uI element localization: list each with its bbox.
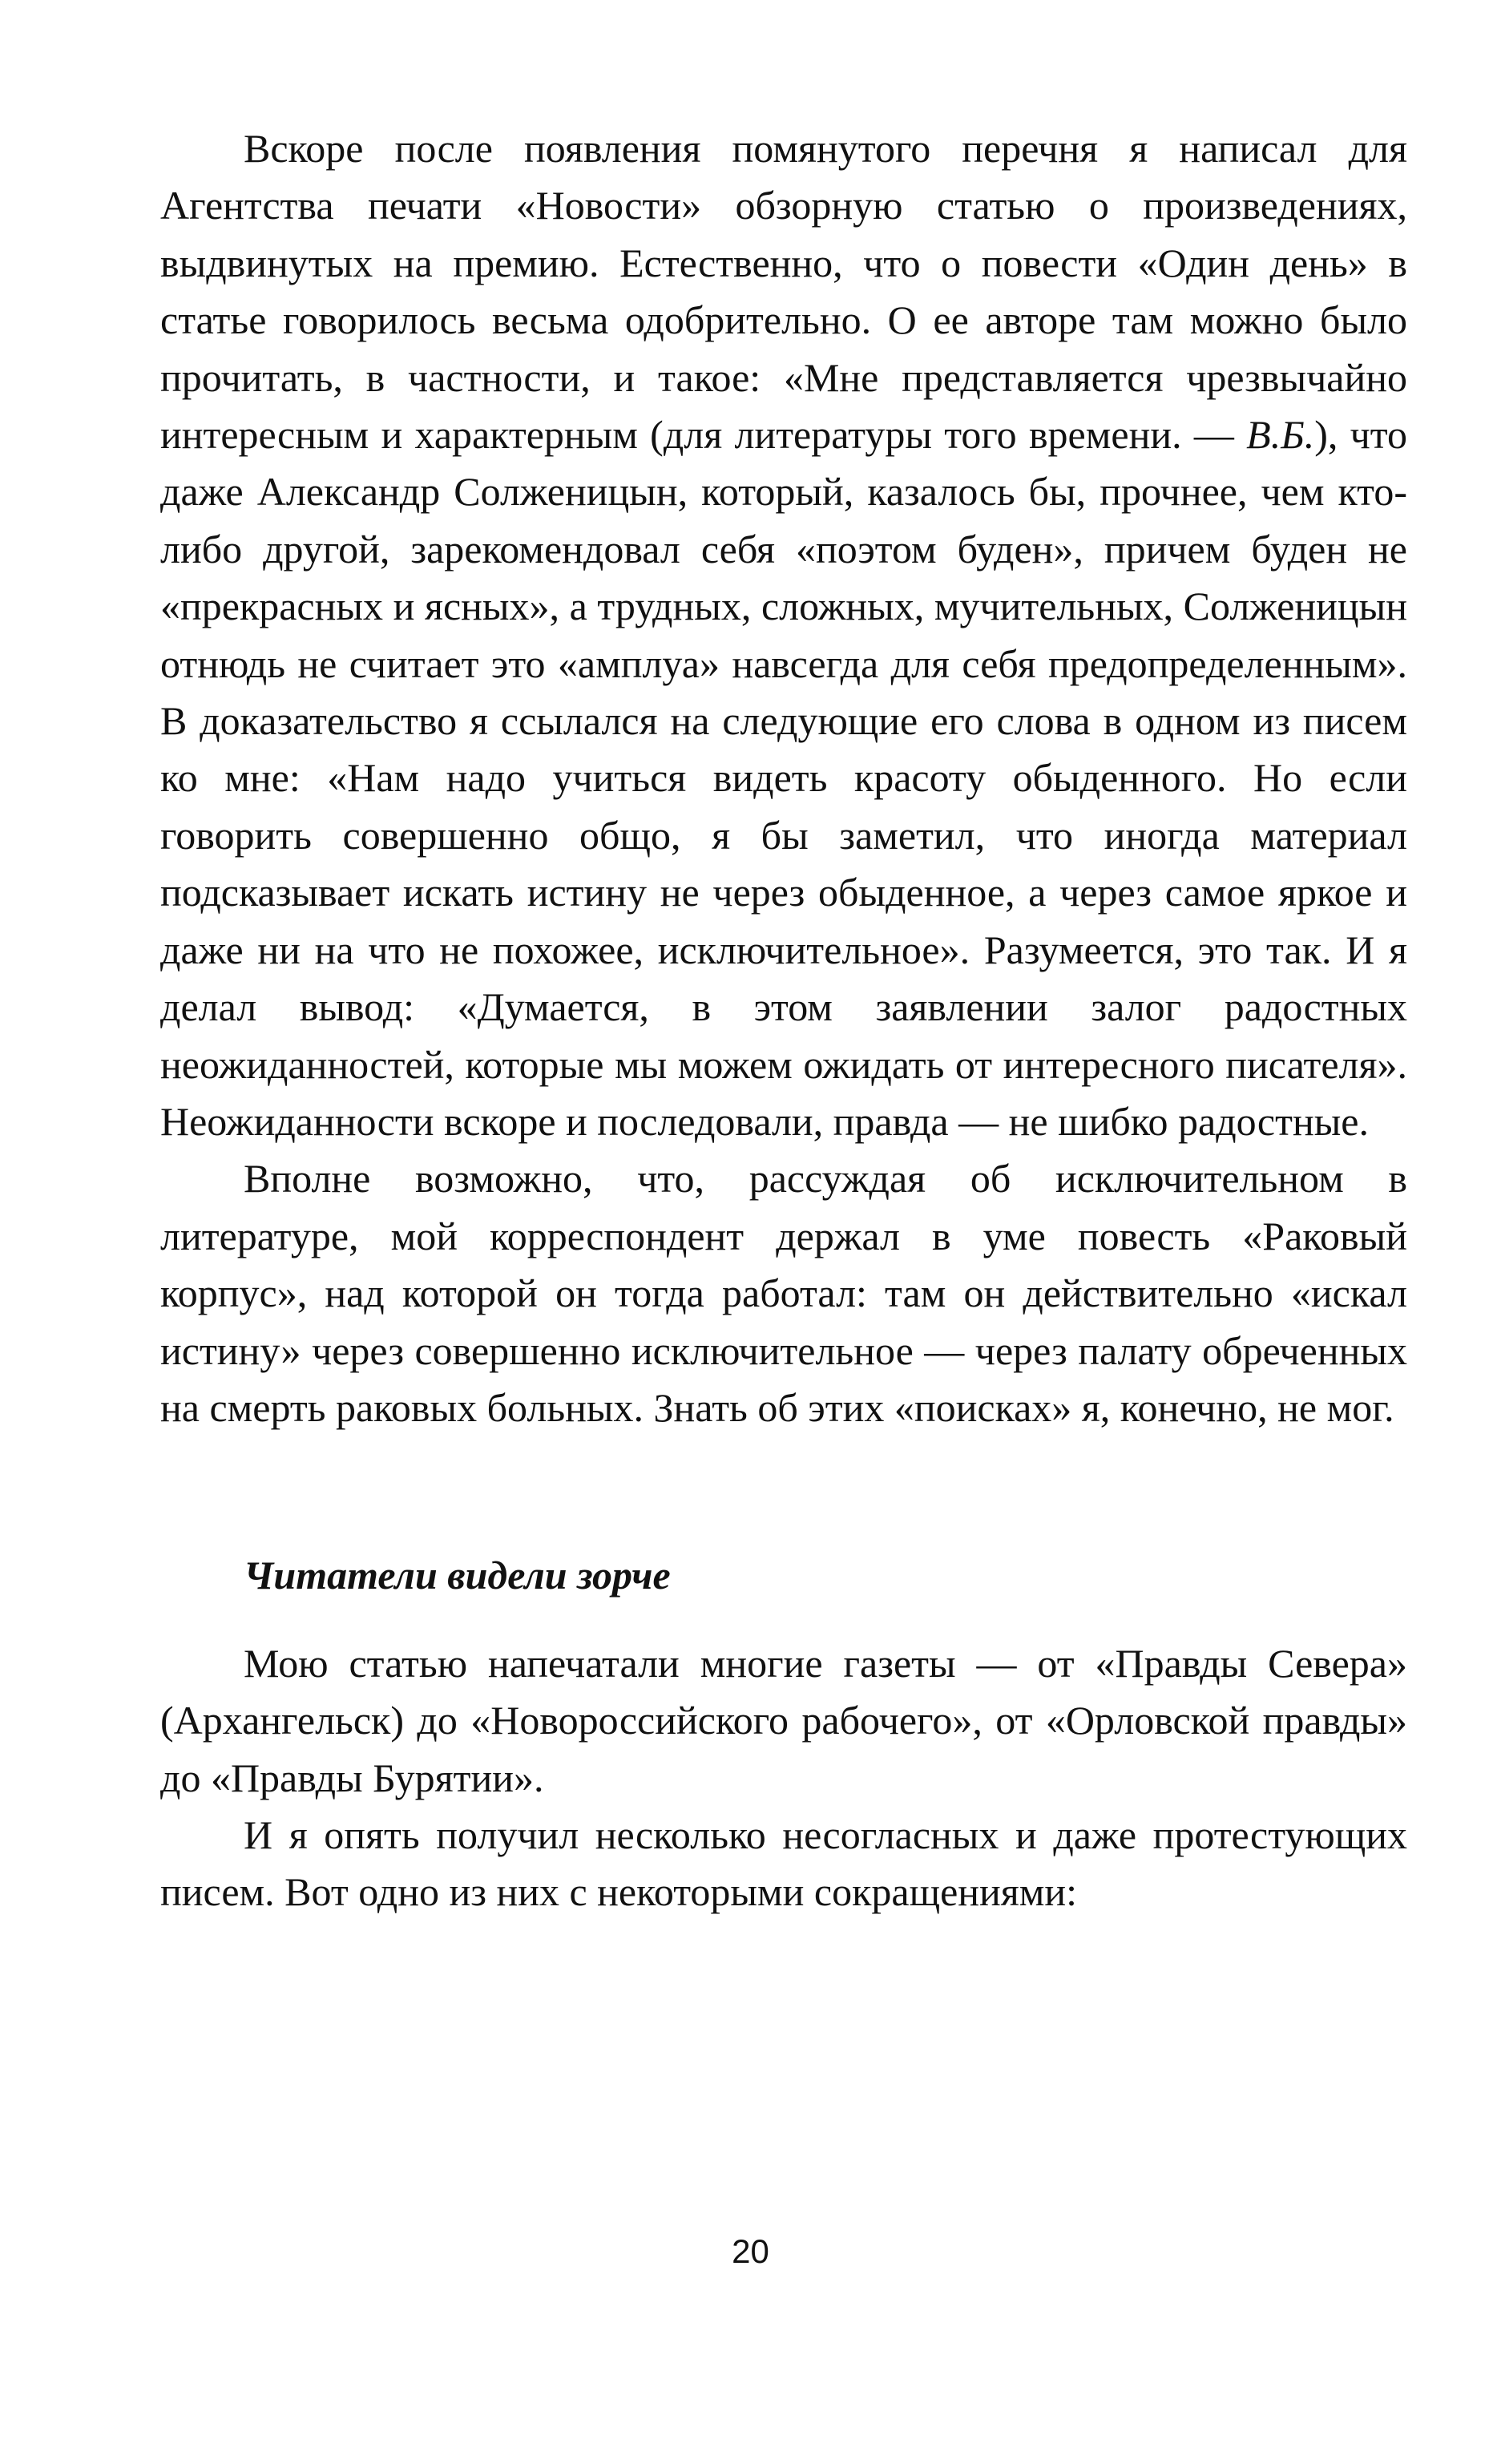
page-number: 20 <box>732 2232 769 2270</box>
paragraph-1-author-initials: В.Б. <box>1246 412 1315 458</box>
paragraph-1 <box>160 120 1407 1150</box>
section-heading: Читатели видели зорче <box>244 1553 671 1598</box>
paragraph-1-text-end: ), что даже Александр Солженицын, который, казалось бы, прочнее, чем кто-либо другой, зарекомендовал себя «поэтом буден», причем буден не «прекрасных и ясных», а трудных, сложных, мучительных, Солженицын отнюдь не считает это «амплуа» навсегда для себя предопределенным». В доказательство я ссылался на следующие его слова в одном из писем ко мне: «Нам надо учиться видеть красоту обыденного. Но если говорить совершенно общо, я бы заметил, что иногда материал подсказывает искать истину не через обыденное, а через самое яркое и даже ни на что не похожее, исключительное». Разумеется, это так. И я делал вывод: «Думается, в этом заявлении залог радостных неожиданностей, которые мы можем ожидать от интересного писателя». Неожиданности вскоре и последовали, правда — не шибко радостные. <box>160 412 1407 1144</box>
paragraph-4: И я опять получил несколько несогласных и даже протестующих писем. Вот одно из них с некоторыми сокращениями: <box>160 1812 1407 1915</box>
paragraph-1-text-start: Вскоре после появления помянутого перечня я написал для Агентства печати «Новости» обзорную статью о произведениях, выдвинутых на премию. Естественно, что о повести «Один день» в статье говорилось весьма одобрительно. О ее авторе там можно было прочитать, в частности, и такое: «Мне представляется чрезвычайно интересным и характерным (для литературы того времени. — <box>160 126 1407 458</box>
page-body <box>160 120 1407 1921</box>
paragraph-3: Мою статью напечатали многие газеты — от «Правды Севера» (Архангельск) до «Новороссийского рабочего», от «Орловской правды» до «Правды Бурятии». <box>160 1640 1407 1800</box>
paragraph-2: Вполне возможно, что, рассуждая об исключительном в литературе, мой корреспондент держал в уме повесть «Раковый корпус», над которой он тогда работал: там он действительно «искал истину» через совершенно исключительное — через палату обреченных на смерть раковых больных. Знать об этих «поисках» я, конечно, не мог. <box>160 1156 1407 1430</box>
